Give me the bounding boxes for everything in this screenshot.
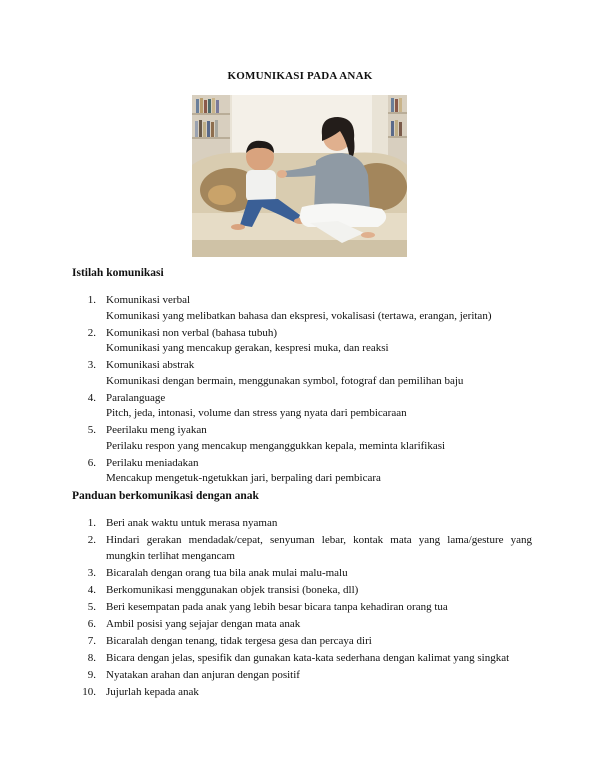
item-number: 7. [87,634,96,647]
item-number: 2. [87,534,96,546]
page-title: KOMUNIKASI PADA ANAK [227,70,373,82]
item-text: Jujurlah kepada anak [106,685,199,698]
mother-child-photo [192,95,407,257]
item-text: Bicara dengan jelas, spesifik dan gunakan kata-kata sederhana dengan kalimat yang singkat [106,651,510,664]
item-text: Bicaralah dengan orang tua bila anak mulai malu-malu [106,566,348,579]
item-text: Ambil posisi yang sejajar dengan mata anak [106,617,301,630]
item-number: 6. [87,456,96,469]
list-item [72,668,532,684]
list-item [72,358,532,389]
item-description: Komunikasi yang mencakup gerakan, kespresi muka, dan reaksi [106,342,389,354]
item-term: Komunikasi abstrak [106,359,195,371]
item-text: Bicaralah dengan tenang, tidak tergesa gesa dan percaya diri [106,634,372,647]
item-number: 6. [87,617,96,630]
list-item [72,617,532,633]
list-item [72,566,532,582]
list-item [72,583,532,599]
list-item [72,634,532,650]
item-number: 4. [87,583,96,596]
list-item [72,391,532,422]
item-text: Hindari gerakan mendadak/cepat, senyuman lebar, kontak mata yang lama/gesture yang mungkin terlihat mengancam [106,534,532,562]
item-number: 5. [87,424,96,436]
item-term: Komunikasi verbal [106,294,191,306]
item-text: Beri kesempatan pada anak yang lebih besar bicara tanpa kehadiran orang tua [106,600,448,613]
item-description: Komunikasi yang melibatkan bahasa dan ekspresi, vokalisasi (tertawa, erangan, jeritan) [106,309,492,322]
section-heading-panduan: Panduan berkomunikasi dengan anak [72,490,259,502]
item-description: Mencakup mengetuk-ngetukkan jari, berpaling dari pembicara [106,472,381,484]
item-number: 3. [87,359,96,371]
list-item [72,456,532,487]
item-text: Berkomunikasi menggunakan objek transisi (boneka, dll) [106,583,359,596]
item-term: Paralanguage [106,391,166,404]
item-number: 3. [87,566,96,579]
list-item [72,651,532,667]
list-item [72,326,532,357]
item-number: 8. [87,651,96,664]
list-item [72,293,532,324]
list-item [72,600,532,616]
list-item [72,423,532,454]
item-number: 1. [87,517,96,529]
item-text: Beri anak waktu untuk merasa nyaman [106,517,278,529]
item-number: 9. [87,668,96,681]
list-item [72,685,532,701]
istilah-list [72,293,532,488]
item-term: Komunikasi non verbal (bahasa tubuh) [106,326,278,339]
mother-child-photo-icon [192,95,407,257]
item-description: Perilaku respon yang mencakup menganggukkan kepala, meminta klarifikasi [106,439,446,452]
section-heading-istilah: Istilah komunikasi [72,267,164,279]
item-number: 2. [87,326,96,339]
item-term: Perilaku meniadakan [106,456,199,469]
list-item [72,533,532,564]
item-number: 10. [82,685,96,698]
list-item [72,516,532,532]
item-description: Pitch, jeda, intonasi, volume dan stress yang nyata dari pembicaraan [106,407,407,419]
panduan-list [72,516,532,702]
item-number: 5. [87,600,96,613]
item-text: Nyatakan arahan dan anjuran dengan positif [106,668,300,681]
item-description: Komunikasi dengan bermain, menggunakan symbol, fotograf dan pemilihan baju [106,374,464,387]
item-number: 4. [87,391,96,404]
item-term: Peerilaku meng iyakan [106,424,207,436]
item-number: 1. [87,294,96,306]
